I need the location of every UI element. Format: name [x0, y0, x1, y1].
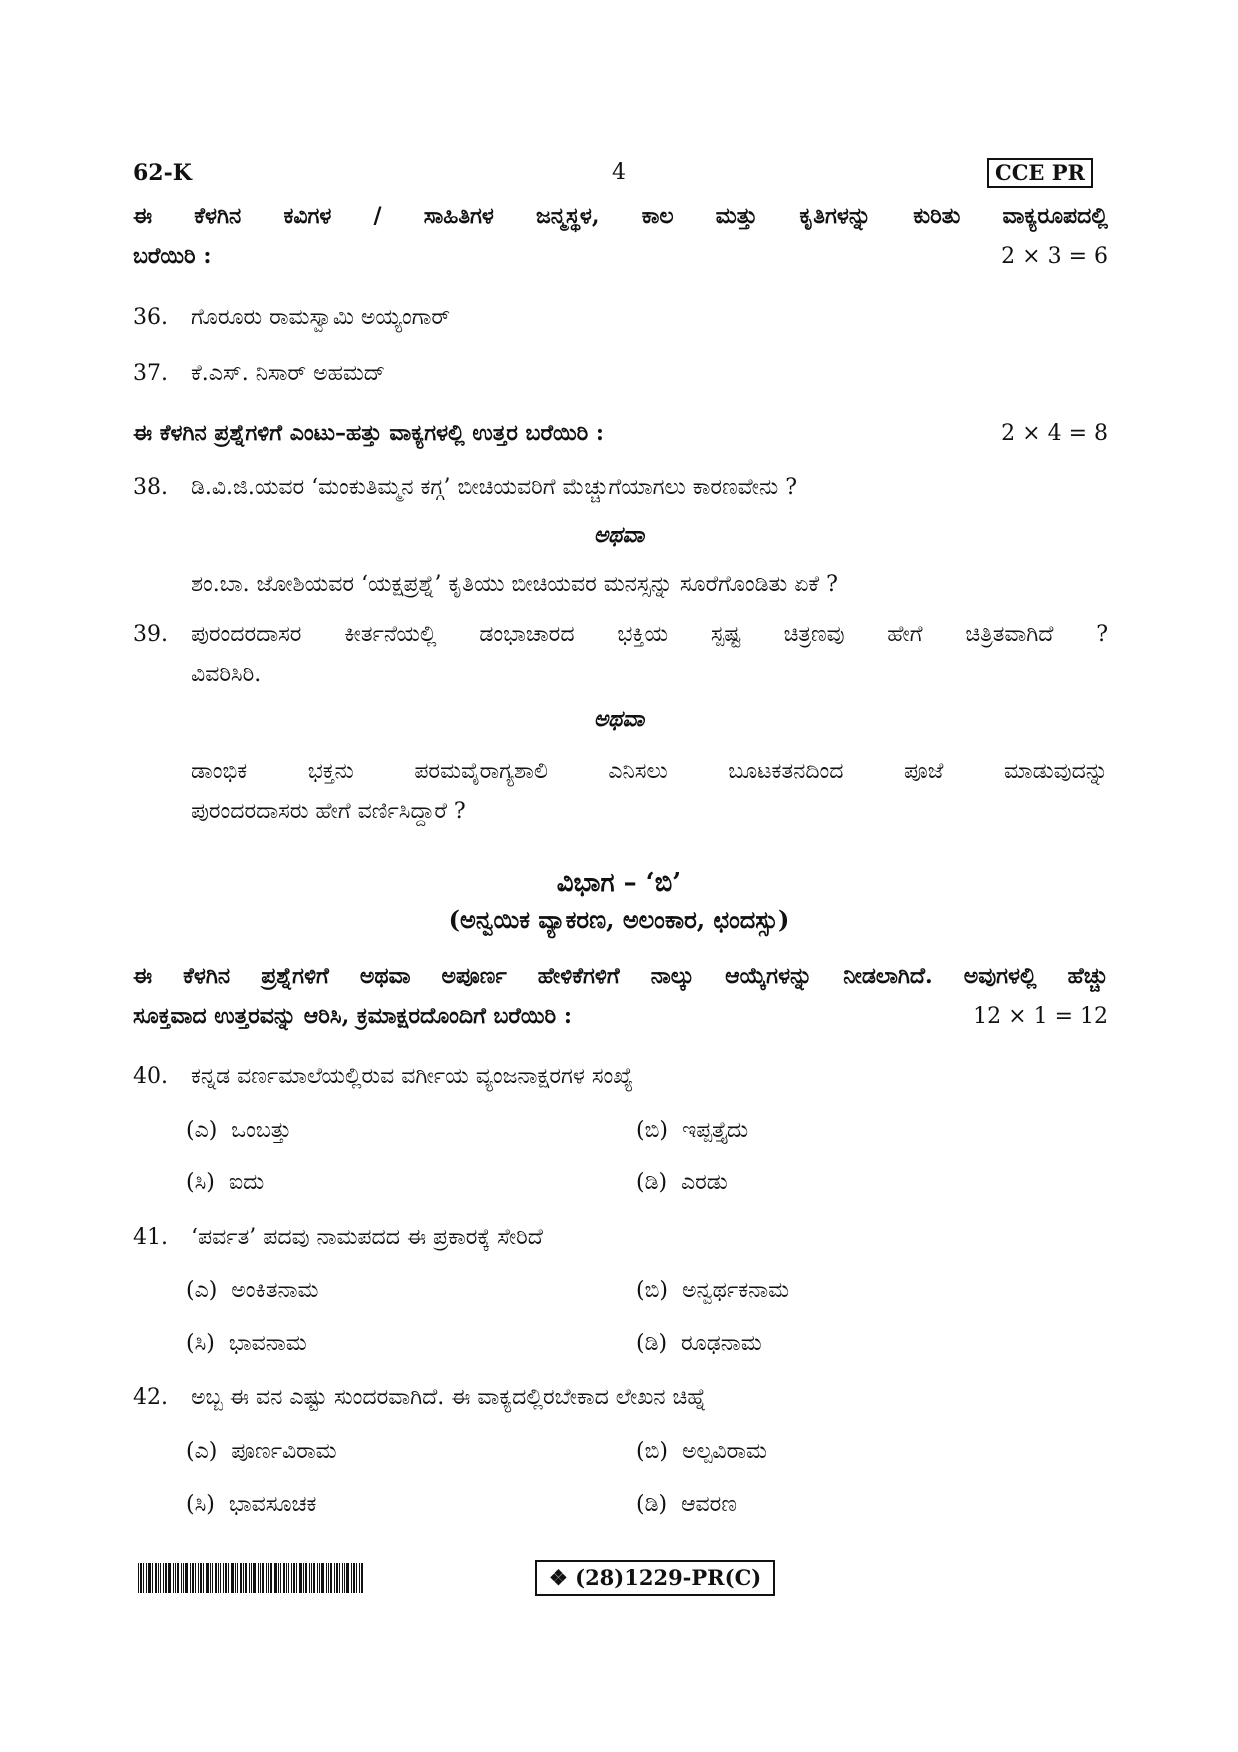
exam-tag: CCE PR	[987, 158, 1093, 188]
option-text: ಆವರಣ	[681, 1492, 737, 1517]
question-39-alternative-line2: ಪುರಂದರದಾಸರು ಹೇಗೆ ವರ್ಣಿಸಿದ್ದಾರೆ ?	[191, 799, 466, 824]
barcode-bar	[278, 1563, 279, 1593]
barcode-bar	[181, 1563, 182, 1593]
barcode-bar	[270, 1563, 272, 1593]
question-41	[133, 1218, 543, 1258]
barcode-bar	[165, 1563, 167, 1593]
option-label: (ಬಿ)	[636, 1118, 668, 1143]
option-42-d	[636, 1492, 737, 1517]
barcode-bar	[163, 1563, 164, 1593]
barcode-bar	[225, 1563, 227, 1593]
barcode-bar	[293, 1563, 295, 1593]
barcode-bar	[266, 1563, 267, 1593]
barcode-bar	[353, 1563, 355, 1593]
option-text: ಪೂರ್ಣವಿರಾಮ	[231, 1439, 337, 1464]
barcode-bar	[200, 1563, 202, 1593]
question-number: 40.	[133, 1064, 168, 1089]
section-b-instruction-line1: ಈ ಕೆಳಗಿನ ಪ್ರಶ್ನೆಗಳಿಗೆ ಅಥವಾ ಅಪೂರ್ಣ ಹೇಳಿಕೆಗಳಿಗೆ ನಾಲ್ಕು ಆಯ್ಕೆಗಳನ್ನು ನೀಡಲಾಗಿದೆ. ಅವುಗಳಲ್ಲಿ ಹೆಚ್ಚು	[133, 963, 1108, 989]
paper-code: 62-K	[133, 160, 192, 186]
question-text: ‘ಪರ್ವತ’ ಪದವು ನಾಮಪದದ ಈ ಪ್ರಕಾರಕ್ಕೆ ಸೇರಿದೆ	[191, 1225, 543, 1250]
barcode-bar	[173, 1563, 174, 1593]
barcode-bar	[218, 1563, 219, 1593]
barcode-bar	[198, 1563, 199, 1593]
option-40-c	[186, 1170, 264, 1195]
question-39	[133, 615, 1108, 655]
barcode-bar	[262, 1563, 264, 1593]
option-41-c	[186, 1331, 307, 1356]
section-b-subtitle: (ಅನ್ವಯಿಕ ವ್ಯಾಕರಣ, ಅಲಂಕಾರ, ಛಂದಸ್ಸು)	[448, 905, 790, 934]
barcode-bar	[339, 1563, 340, 1593]
barcode-bar	[206, 1563, 209, 1593]
barcode-bar	[334, 1563, 335, 1593]
barcode-bar	[155, 1563, 157, 1593]
barcode-bar	[330, 1563, 332, 1593]
question-40	[133, 1057, 633, 1097]
option-41-b	[636, 1278, 789, 1303]
barcode-bar	[260, 1563, 261, 1593]
question-text: ಗೊರೂರು ರಾಮಸ್ವಾಮಿ ಅಯ್ಯಂಗಾರ್	[191, 305, 451, 330]
question-text: ಕನ್ನಡ ವರ್ಣಮಾಲೆಯಲ್ಲಿರುವ ವರ್ಗೀಯ ವ್ಯಂಜನಾಕ್ಷರಗಳ ಸಂಖ್ಯೆ	[191, 1064, 634, 1089]
barcode-bar	[317, 1563, 318, 1593]
barcode-bar	[228, 1563, 229, 1593]
option-label: (ಸಿ)	[186, 1170, 215, 1195]
barcode-bar	[192, 1563, 194, 1593]
question-number: 42.	[133, 1385, 168, 1410]
barcode-bar	[212, 1563, 213, 1593]
barcode-bar	[342, 1563, 343, 1593]
barcode-bar	[160, 1563, 161, 1593]
barcode-bar	[268, 1563, 269, 1593]
barcode-bar	[152, 1563, 153, 1593]
barcode-bar	[146, 1563, 147, 1593]
barcode-bar	[336, 1563, 338, 1593]
question-37	[133, 354, 385, 394]
or-label-39: ಅಥವಾ	[593, 706, 645, 732]
option-text: ಅನ್ವರ್ಥಕನಾಮ	[681, 1278, 790, 1303]
barcode-bar	[303, 1563, 304, 1593]
barcode-bar	[286, 1563, 287, 1593]
barcode-bar	[190, 1563, 191, 1593]
barcode-bar	[158, 1563, 159, 1593]
option-label: (ಎ)	[186, 1118, 218, 1143]
barcode-bar	[251, 1563, 252, 1593]
option-label: (ಎ)	[186, 1278, 218, 1303]
barcode-bar	[203, 1563, 204, 1593]
section-b-title: ವಿಭಾಗ – ‘ಬಿ’	[556, 868, 682, 898]
barcode-bar	[296, 1563, 297, 1593]
barcode-bar	[231, 1563, 234, 1593]
question-38-alternative: ಶಂ.ಬಾ. ಜೋಶಿಯವರ ‘ಯಕ್ಷಪ್ರಶ್ನೆ’ ಕೃತಿಯು ಬೀಚಿಯವರ ಮನಸ್ಸನ್ನು ಸೂರೆಗೊಂಡಿತು ಏಕೆ ?	[191, 572, 838, 597]
instruction-2-marks: 2 × 4 = 8	[1001, 421, 1108, 446]
option-text: ಭಾವನಾಮ	[228, 1331, 307, 1356]
option-text: ಐದು	[228, 1170, 265, 1195]
question-number: 36.	[133, 305, 168, 330]
barcode-bar	[305, 1563, 307, 1593]
barcode-bar	[326, 1563, 327, 1593]
barcode-bar	[245, 1563, 247, 1593]
question-39-alternative-line1: ಡಾಂಭಿಕ ಭಕ್ತನು ಪರಮವೈರಾಗ್ಯಶಾಲಿ ಎನಿಸಲು ಬೂಟಕತನದಿಂದ ಪೂಜೆ ಮಾಡುವುದನ್ನು	[191, 759, 1108, 784]
option-label: (ಡಿ)	[636, 1492, 668, 1517]
barcode-bar	[243, 1563, 244, 1593]
barcode-bar	[356, 1563, 357, 1593]
barcode-bar	[313, 1563, 315, 1593]
question-number: 41.	[133, 1225, 168, 1250]
barcode-bar	[148, 1563, 151, 1593]
barcode-bar	[237, 1563, 238, 1593]
instruction-2: ಈ ಕೆಳಗಿನ ಪ್ರಶ್ನೆಗಳಿಗೆ ಎಂಟು–ಹತ್ತು ವಾಕ್ಯಗಳಲ್ಲಿ ಉತ್ತರ ಬರೆಯಿರಿ :	[133, 420, 604, 446]
barcode-bar	[299, 1563, 302, 1593]
question-text: ಅಬ್ಬ ಈ ವನ ಎಷ್ಟು ಸುಂದರವಾಗಿದೆ. ಈ ವಾಕ್ಯದಲ್ಲಿರಬೇಕಾದ ಲೇಖನ ಚಿಹ್ನೆ	[191, 1385, 707, 1410]
barcode-bar	[235, 1563, 236, 1593]
barcode-bar	[346, 1563, 349, 1593]
paper-serial-code: ❖ (28)1229-PR(C)	[535, 1560, 775, 1596]
barcode-bar	[210, 1563, 211, 1593]
question-number: 37.	[133, 361, 168, 386]
barcode-bar	[274, 1563, 277, 1593]
option-text: ಒಂಬತ್ತು	[231, 1118, 292, 1143]
barcode-bar	[258, 1563, 259, 1593]
barcode-bar	[175, 1563, 176, 1593]
barcode-bar	[351, 1563, 352, 1593]
barcode-bar	[223, 1563, 224, 1593]
barcode-bar	[138, 1563, 139, 1593]
section-b-instruction-line2: ಸೂಕ್ತವಾದ ಉತ್ತರವನ್ನು ಆರಿಸಿ, ಕ್ರಮಾಕ್ಷರದೊಂದಿಗೆ ಬರೆಯಿರಿ :	[133, 1003, 572, 1029]
instruction-1-line2: ಬರೆಯಿರಿ :	[133, 243, 212, 269]
option-text: ಭಾವಸೂಚಕ	[228, 1492, 317, 1517]
barcode-bar	[309, 1563, 310, 1593]
page-number: 4	[612, 160, 626, 185]
option-text: ಅಲ್ಪವಿರಾಮ	[681, 1439, 767, 1464]
option-label: (ಬಿ)	[636, 1439, 668, 1464]
barcode-bar	[185, 1563, 188, 1593]
option-label: (ಡಿ)	[636, 1331, 668, 1356]
question-42	[133, 1378, 706, 1418]
option-42-b	[636, 1439, 767, 1464]
barcode	[138, 1563, 384, 1593]
barcode-bar	[328, 1563, 329, 1593]
question-text: ಕೆ.ಎಸ್. ನಿಸಾರ್ ಅಹಮದ್	[191, 361, 386, 386]
option-41-a	[186, 1278, 318, 1303]
barcode-bar	[177, 1563, 179, 1593]
barcode-bar	[280, 1563, 281, 1593]
barcode-bar	[311, 1563, 312, 1593]
question-36	[133, 298, 450, 338]
question-number: 39.	[133, 622, 168, 647]
barcode-bar	[319, 1563, 320, 1593]
section-b-marks: 12 × 1 = 12	[973, 1004, 1108, 1029]
question-38	[133, 468, 797, 508]
instruction-1-marks: 2 × 3 = 6	[1001, 244, 1108, 269]
instruction-1-line1: ಈ ಕೆಳಗಿನ ಕವಿಗಳ / ಸಾಹಿತಿಗಳ ಜನ್ಮಸ್ಥಳ, ಕಾಲ ಮತ್ತು ಕೃತಿಗಳನ್ನು ಕುರಿತು ವಾಕ್ಯರೂಪದಲ್ಲಿ	[133, 203, 1108, 229]
option-42-a	[186, 1439, 337, 1464]
option-label: (ಬಿ)	[636, 1278, 668, 1303]
option-label: (ಎ)	[186, 1439, 218, 1464]
barcode-bar	[183, 1563, 184, 1593]
option-label: (ಡಿ)	[636, 1170, 668, 1195]
barcode-bar	[361, 1563, 363, 1593]
barcode-bar	[344, 1563, 345, 1593]
option-40-b	[636, 1118, 748, 1143]
question-number: 38.	[133, 475, 168, 500]
barcode-bar	[321, 1563, 324, 1593]
barcode-bar	[288, 1563, 289, 1593]
option-41-d	[636, 1331, 762, 1356]
barcode-bar	[215, 1563, 217, 1593]
barcode-bar	[220, 1563, 221, 1593]
barcode-bar	[240, 1563, 242, 1593]
barcode-bar	[291, 1563, 292, 1593]
option-40-a	[186, 1118, 291, 1143]
option-text: ಎರಡು	[681, 1170, 728, 1195]
option-text: ಅಂಕಿತನಾಮ	[231, 1278, 319, 1303]
barcode-bar	[195, 1563, 196, 1593]
question-text: ಡಿ.ವಿ.ಜಿ.ಯವರ ‘ಮಂಕುತಿಮ್ಮನ ಕಗ್ಗ’ ಬೀಚಿಯವರಿಗೆ ಮೆಚ್ಚುಗೆಯಾಗಲು ಕಾರಣವೇನು ?	[191, 475, 798, 500]
option-label: (ಸಿ)	[186, 1331, 215, 1356]
question-text: ಪುರಂದರದಾಸರ ಕೀರ್ತನೆಯಲ್ಲಿ ಡಂಭಾಚಾರದ ಭಕ್ತಿಯ ಸ್ಪಷ್ಟ ಚಿತ್ರಣವು ಹೇಗೆ ಚಿತ್ರಿತವಾಗಿದೆ ?	[191, 622, 1108, 647]
barcode-bar	[253, 1563, 256, 1593]
barcode-bar	[143, 1563, 144, 1593]
option-42-c	[186, 1492, 316, 1517]
barcode-bar	[249, 1563, 250, 1593]
or-label-38: ಅಥವಾ	[593, 522, 645, 548]
barcode-bar	[359, 1563, 360, 1593]
option-text: ರೂಢನಾಮ	[681, 1331, 762, 1356]
barcode-bar	[283, 1563, 285, 1593]
option-text: ಇಪ್ಪತ್ತೈದು	[681, 1118, 749, 1143]
barcode-bar	[140, 1563, 142, 1593]
barcode-bar	[168, 1563, 171, 1593]
option-label: (ಸಿ)	[186, 1492, 215, 1517]
question-39-line2: ವಿವರಿಸಿರಿ.	[191, 662, 262, 687]
option-40-d	[636, 1170, 728, 1195]
